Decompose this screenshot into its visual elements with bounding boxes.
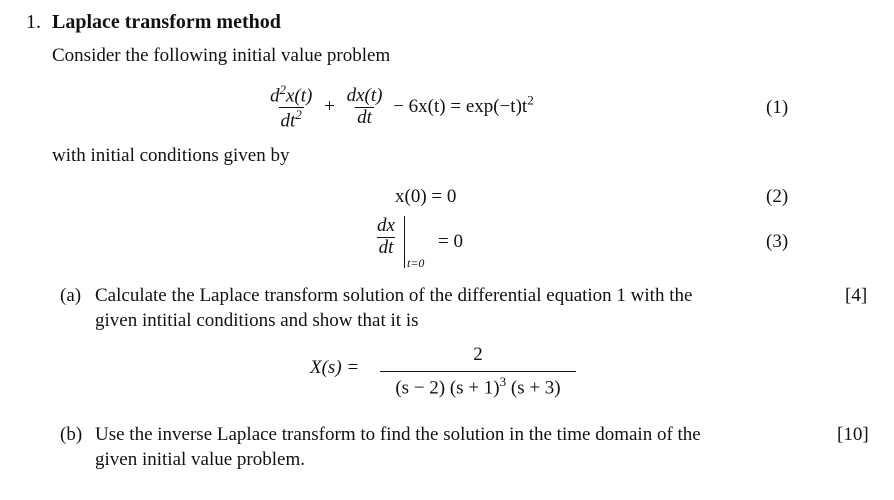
part-b-marks: [10] (837, 424, 869, 445)
first-derivative-fraction: $\frac{dx(t)}{dt}$ (346, 85, 383, 129)
equation-1-rhs: − $6x(t) = \exp(-t)t^2$ (393, 92, 534, 118)
xs-denominator: (s − 2) $(s + 1)^3$ (s + 3) (395, 374, 561, 399)
part-b-label: (b) (60, 424, 83, 445)
equation-3 (375, 216, 397, 272)
problem-intro: Consider the following initial value problem (52, 45, 391, 66)
part-b-line1: Use the inverse Laplace transform to find the solution in the time domain of the (95, 424, 701, 445)
problem-title: Laplace transform method (52, 11, 281, 33)
second-derivative-fraction: $\frac{d^2x(t)}{dt^2}$ (270, 82, 313, 132)
xs-lhs: X(s) = (310, 357, 360, 378)
part-a-marks: [4] (845, 285, 868, 306)
part-b-line2: given initial value problem. (95, 449, 306, 470)
equation-1: $\frac{d^2x(t)}{dt^2}$ + $\frac{dx(t)}{dt}$ − $6x(t) = \exp(-t)t^2$ (270, 82, 534, 132)
dx-dt-fraction: $\frac{dx}{dt}$ (377, 215, 395, 258)
equation-number-3: (3) (766, 231, 789, 252)
part-a-line2: given intitial conditions and show that it is (95, 310, 419, 331)
part-a-label: (a) (60, 285, 82, 306)
equation-2: x(0) = 0 (395, 186, 457, 207)
equation-3-rhs: = 0 (438, 231, 463, 252)
equation-number-2: (2) (766, 186, 789, 207)
evaluation-point: t=0 (407, 256, 425, 270)
equation-number-1: (1) (766, 97, 789, 118)
problem-number: 1. (26, 11, 41, 33)
part-a-line1: Calculate the Laplace transform solution of the differential equation 1 with the (95, 285, 693, 306)
evaluation-bar (404, 216, 405, 268)
xs-numerator: 2 (473, 344, 483, 365)
conditions-intro: with initial conditions given by (52, 145, 290, 166)
xs-fraction-bar (380, 371, 576, 372)
